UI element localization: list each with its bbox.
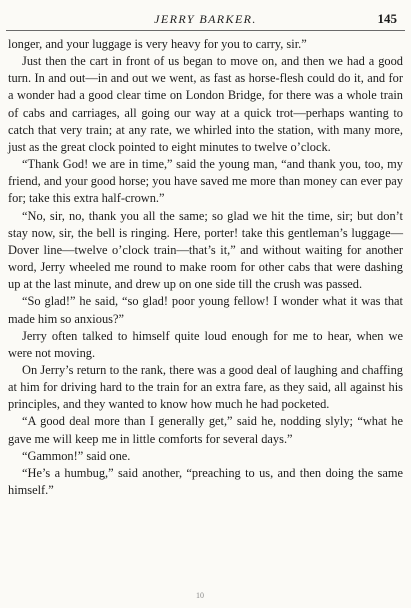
paragraph: “A good deal more than I generally get,” said he, nodding slyly; “what he gave me will keep me in little comforts for several days.” bbox=[8, 414, 403, 446]
paragraph: “So glad!” he said, “so glad! poor young fellow! I wonder what it was that made him so anxious?” bbox=[8, 294, 403, 326]
paragraph: “Gammon!” said one. bbox=[22, 448, 131, 463]
header-rule bbox=[6, 30, 405, 31]
paragraph: “Thank God! we are in time,” said the young man, “and thank you, too, my friend, and your good horse; you have saved me more than money can ever pay for; take this extra half-crown.” bbox=[8, 157, 403, 206]
paragraph: On Jerry’s return to the rank, there was a good deal of laughing and chaffing at him for driving hard to the train for an extra fare, as they said, all against his principles, and they wanted to know how much he had pocketed. bbox=[8, 362, 403, 412]
paragraph: “He’s a humbug,” said another, “preaching to us, and then doing the same himself.” bbox=[8, 465, 403, 498]
paragraph: “No, sir, no, thank you all the same; so glad we hit the time, sir; but don’t stay now, sir, the bell is ringing. Here, porter! take this gentleman’s luggage—Dover line—twelve o’clock train—that’s it,” and without waiting for another word, Jerry wheeled me round to make room for other cabs that were dashing up at the last minute, and drew up on one side till the crush was passed. bbox=[8, 208, 403, 292]
page-number: 145 bbox=[377, 11, 397, 26]
running-head bbox=[0, 10, 411, 28]
paragraph: Just then the cart in front of us began to move on, and then we had a good turn. In and out—in and out we went, as fast as horse-flesh could do it, and for a wonder had a good clear time on London Bridge, for there was a whole train of cabs and carriages, all going our way at a quick trot—perhaps wanting to catch that very train; at any rate, we whirled into the station, with many more, just as the great clock pointed to eight minutes to twelve o’clock. bbox=[8, 54, 403, 154]
body-text bbox=[8, 36, 403, 499]
signature-mark: 10 bbox=[196, 591, 204, 600]
paragraph: longer, and your luggage is very heavy for you to carry, sir.” bbox=[8, 37, 307, 51]
running-title: JERRY BARKER. bbox=[154, 12, 257, 26]
paragraph: Jerry often talked to himself quite loud enough for me to hear, when we were not moving. bbox=[8, 328, 403, 360]
